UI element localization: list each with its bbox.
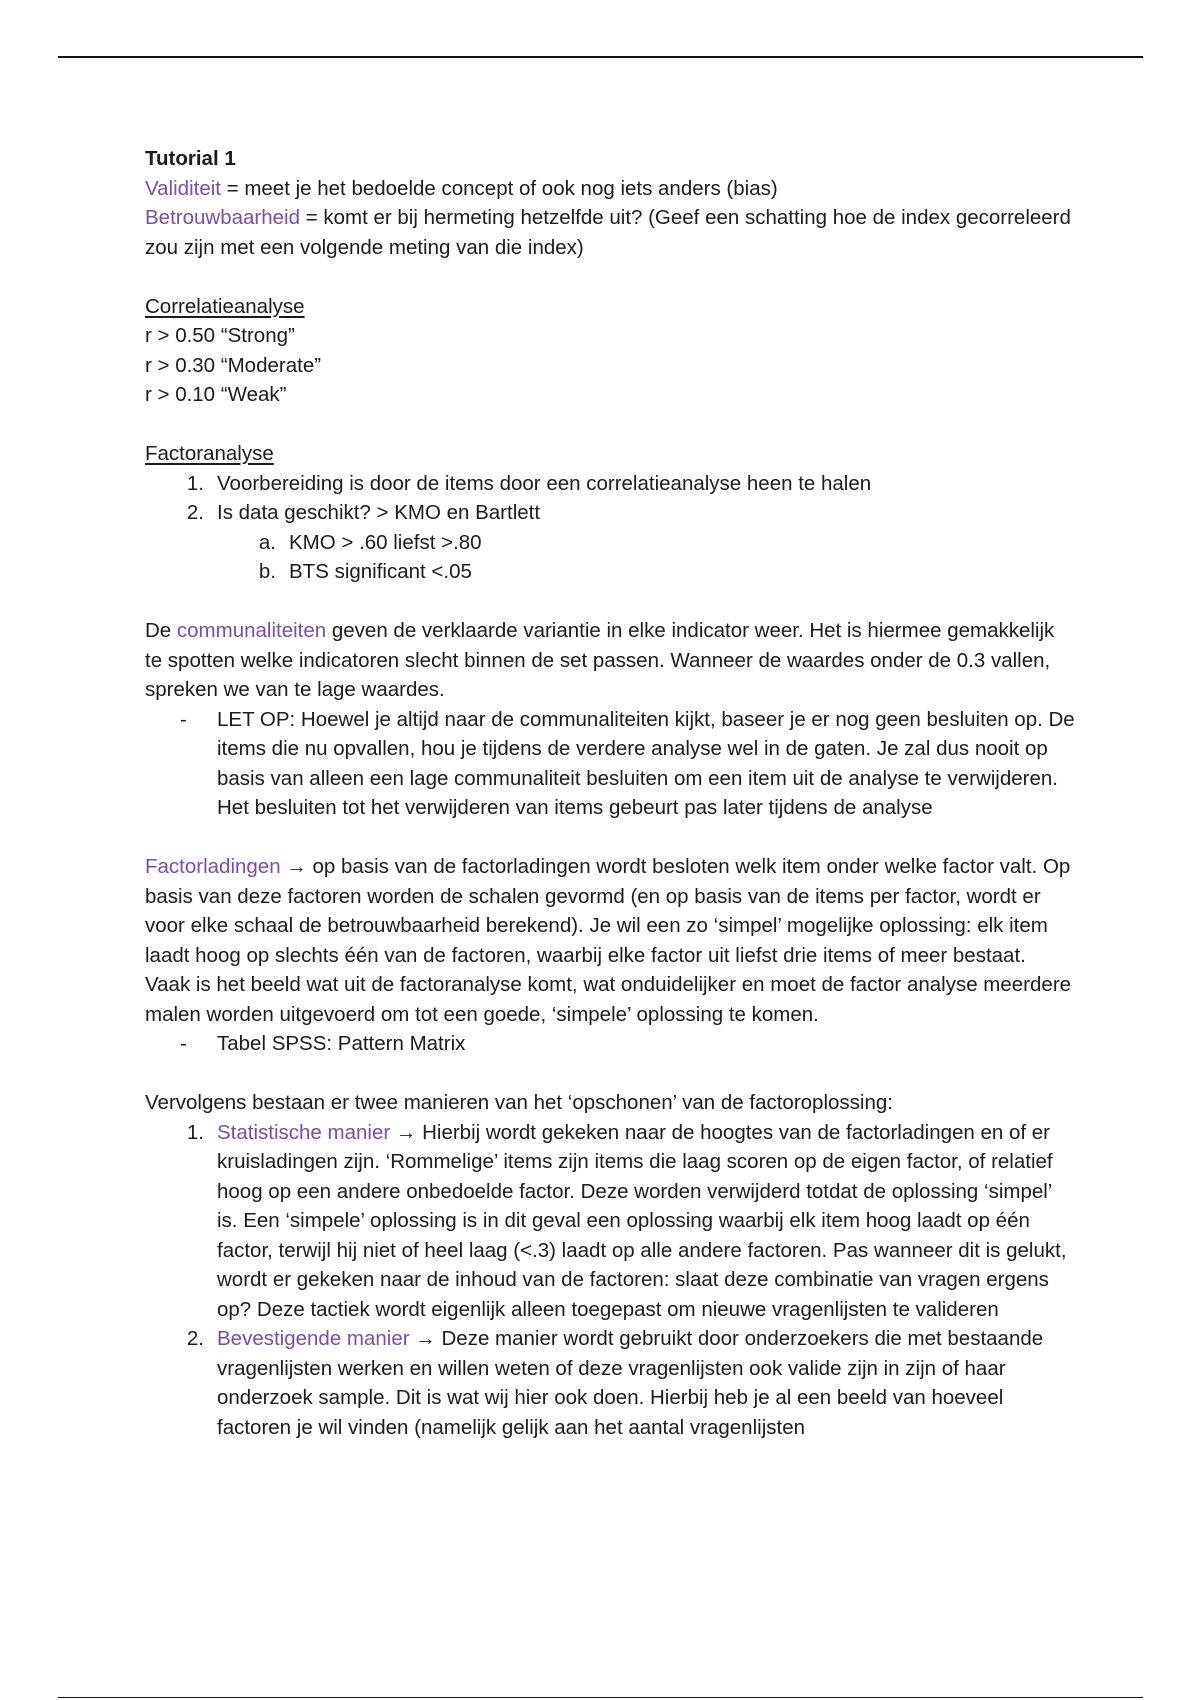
- term: Factorladingen: [145, 855, 281, 878]
- paragraph-opschonen-intro: Vervolgens bestaan er twee manieren van het ‘opschonen’ van de factoroplossing:: [145, 1091, 893, 1114]
- list-text: Voorbereiding is door de items door een correlatieanalyse heen te halen: [217, 471, 872, 495]
- bottom-rule: [58, 1697, 1143, 1698]
- list-marker: 2.: [186, 501, 204, 524]
- section-heading-factor: Factoranalyse: [145, 442, 274, 465]
- list-text: Tabel SPSS: Pattern Matrix: [217, 1032, 466, 1055]
- text: → Hierbij wordt gekeken naar de hoogtes van de factorladingen en of er kruisladingen zijn. ‘Rommelige’ items zijn items die laag scoren op de eigen factor, of relatief hoog op een andere onbedoelde factor. Deze worden verwijderd totdat de oplossing ‘simpel’ is. Een ‘simpele’ oplossing is in dit geval een oplossing waarbij elk item hoog laadt op één factor, terwijl hij niet of heel laag (<.3) laadt op alle andere factoren. Pas wanneer dit is gelukt, wordt er gekeken naar de inhoud van de factoren: slaat deze combinatie van vragen ergens op? Deze tactiek wordt eigenlijk alleen toegepast om nieuwe vragenlijsten te valideren: [217, 1120, 1067, 1321]
- list-item: [145, 1324, 1075, 1442]
- list-text: KMO > .60 liefst >.80: [289, 530, 482, 554]
- term: Bevestigende manier: [217, 1327, 410, 1350]
- correlation-line: r > 0.50 “Strong”: [145, 324, 295, 347]
- text: De: [145, 619, 177, 642]
- definition-text: = komt er bij hermeting hetzelfde uit? (Geef een schatting hoe de index gecorreleerd zou zijn met een volgende meting van die index): [145, 206, 1071, 259]
- term: Statistische manier: [217, 1120, 391, 1144]
- dash-list-item: [145, 705, 1075, 823]
- paragraph-factorladingen: [145, 852, 1075, 1029]
- term: Betrouwbaarheid: [145, 206, 300, 229]
- dash-list-item: [145, 1029, 1075, 1059]
- list-marker: -: [180, 707, 187, 731]
- list-item: [145, 469, 1075, 499]
- list-text: [217, 1324, 1075, 1442]
- list-marker: a.: [258, 530, 276, 554]
- list-text: LET OP: Hoewel je altijd naar de communaliteiten kijkt, baseer je er nog geen besluiten op. De items die nu opvallen, hou je tijdens de verdere analyse wel in de gaten. Je zal dus nooit op basis van alleen een lage communaliteit besluiten om een item uit de analyse te verwijderen. Het besluiten tot het verwijderen van items gebeurt pas later tijdens de analyse: [217, 707, 1075, 819]
- text: → Deze manier wordt gebruikt door onderzoekers die met bestaande vragenlijsten werken en willen weten of deze vragenlijsten ook valide zijn in zijn of haar onderzoek sample. Dit is wat wij hier ook doen. Hierbij heb je al een beeld van hoeveel factoren je wil vinden (namelijk gelijk aan het aantal vragenlijsten: [217, 1327, 1044, 1439]
- list-marker: 1.: [186, 471, 204, 495]
- term: communaliteiten: [176, 619, 327, 642]
- correlation-line: r > 0.30 “Moderate”: [145, 353, 322, 377]
- list-text: BTS significant <.05: [289, 560, 472, 583]
- sub-list-item: [145, 528, 1075, 558]
- list-item: [145, 1118, 1075, 1325]
- section-heading-correlatie: Correlatieanalyse: [145, 294, 305, 318]
- list-text: [217, 1118, 1075, 1325]
- definition-validiteit: [145, 174, 1075, 204]
- text: geven de verklaarde variantie in elke indicator weer. Het is hiermee gemakkelijk te spotten welke indicatoren slecht binnen de set passen. Wanneer de waardes onder de 0.3 vallen, spreken we van te lage waardes.: [145, 619, 1055, 701]
- sub-list-item: [145, 557, 1075, 587]
- definition-betrouwbaarheid: [145, 203, 1075, 262]
- text: → op basis van de factorladingen wordt besloten welk item onder welke factor valt. Op basis van deze factoren worden de schalen gevormd (en op basis van de items per factor, wordt er voor elke schaal de betrouwbaarheid berekend). Je wil een zo ‘simpel’ mogelijke oplossing: elk item laadt hoog op slechts één van de factoren, waarbij elke factor uit liefst drie items of meer bestaat. Vaak is het beeld wat uit de factoranalyse komt, wat onduidelijker en moet de factor analyse meerdere malen worden uitgevoerd om tot een goede, ‘simpele’ oplossing te komen.: [145, 855, 1072, 1026]
- list-text: Is data geschikt? > KMO en Bartlett: [217, 501, 541, 524]
- list-marker: 1.: [186, 1120, 204, 1144]
- document-body: [145, 144, 1075, 1442]
- list-marker: 2.: [186, 1327, 204, 1350]
- top-rule: [58, 56, 1143, 58]
- definition-text: = meet je het bedoelde concept of ook nog iets anders (bias): [220, 176, 778, 200]
- list-marker: b.: [258, 560, 276, 583]
- list-marker: -: [180, 1032, 187, 1055]
- term: Validiteit: [145, 176, 221, 200]
- paragraph-communaliteiten: [145, 616, 1075, 705]
- page-title: Tutorial 1: [145, 147, 236, 170]
- list-item: [145, 498, 1075, 528]
- correlation-line: r > 0.10 “Weak”: [145, 383, 287, 406]
